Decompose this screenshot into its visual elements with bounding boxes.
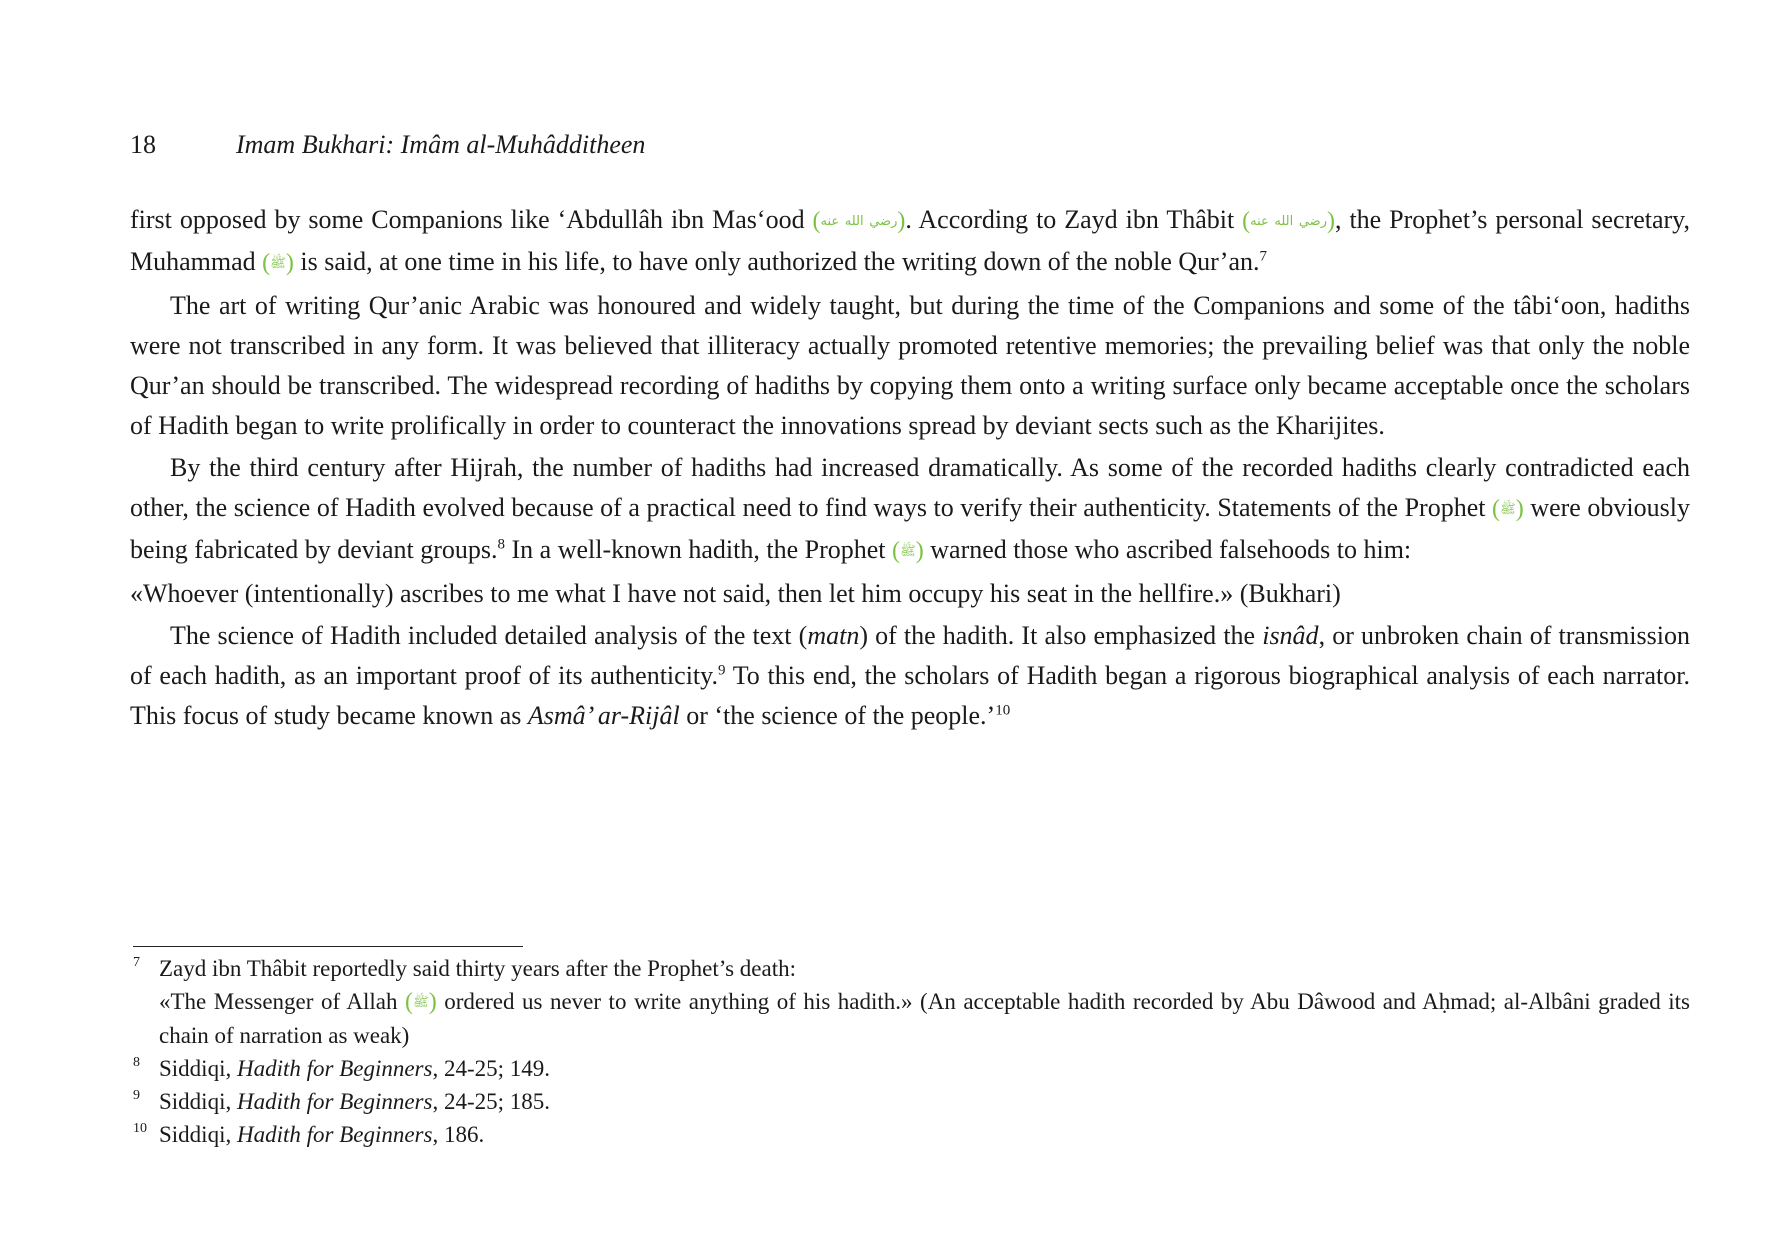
text-run: In a well-known hadith, the Prophet <box>505 535 893 564</box>
honorific-saw-icon: (ﷺ) <box>262 250 294 276</box>
text-run: Zayd ibn Thâbit reportedly said thirty years after the Prophet’s death: <box>159 956 797 981</box>
text-run: , 24-25; 149. <box>432 1056 551 1081</box>
footnote <box>133 1085 1690 1118</box>
honorific-saw-icon: (ﷺ) <box>404 989 437 1015</box>
text-run: Siddiqi, <box>159 1056 237 1081</box>
text-run: were obviously being fabricated by deviant groups. <box>130 493 1690 564</box>
text-run: Siddiqi, <box>159 1122 237 1147</box>
text-run: To this end, the scholars of Hadith began a rigorous biographical analysis of each narrator. This focus of study became known as <box>130 661 1690 730</box>
text-run: By the third century after Hijrah, the number of hadiths had increased dramatically. As some of the recorded hadiths clearly contradicted each other, the science of Hadith evolved because of a practical need to find ways to verify their authenticity. Statements of the Prophet <box>130 453 1690 522</box>
italic-term: Hadith for Beginners <box>236 1089 433 1114</box>
text-run: Siddiqi, <box>159 1089 237 1114</box>
footnote-reference: 7 <box>1259 248 1268 265</box>
honorific-saw-icon: (ﷺ) <box>892 538 924 564</box>
text-run: The art of writing Qur’anic Arabic was honoured and widely taught, but during the time of the Companions and some of the tâbi‘oon, hadiths were not transcribed in any form. It was believed that illiteracy actually promoted retentive memories; the prevailing belief was that only the noble Qur’an should be transcribed. The widespread recording of hadiths by copying them onto a writing surface only became acceptable once the scholars of Hadith began to write prolifically in order to counteract the innovations spread by deviant sects such as the Kharijites. <box>130 291 1690 440</box>
footnote-reference: 9 <box>717 662 726 679</box>
text-run: «Whoever (intentionally) ascribes to me what I have not said, then let him occupy his seat in the hellfire.» (Bukhari) <box>130 579 1341 608</box>
honorific-arabic: ﷺ <box>270 256 286 271</box>
footnote-number: 8 <box>133 1055 140 1070</box>
paragraph <box>130 286 1690 446</box>
text-run: or ‘the science of the people.’ <box>679 701 996 730</box>
honorific-ra-icon: (رضي الله عنه) <box>812 208 906 234</box>
footnote-number: 7 <box>133 955 140 970</box>
running-title: Imam Bukhari: Imâm al-Muhâdditheen <box>236 130 646 159</box>
honorific-saw-icon: (ﷺ) <box>1492 496 1524 522</box>
honorific-ra-icon: (رضي الله عنه) <box>1242 208 1335 234</box>
page-number: 18 <box>130 130 156 159</box>
text-run: ) of the hadith. It also emphasized the <box>859 621 1263 650</box>
footnote-number: 10 <box>133 1121 147 1136</box>
footnote-divider <box>133 946 523 947</box>
italic-term: Asmâ’ ar-Rijâl <box>527 701 680 730</box>
footnote <box>133 952 1690 1052</box>
honorific-arabic: ﷺ <box>412 995 429 1010</box>
text-run: is said, at one time in his life, to have only authorized the writing down of the noble Qur’an. <box>293 247 1260 276</box>
text-run: , 186. <box>432 1122 485 1147</box>
footnote <box>133 1052 1690 1085</box>
honorific-arabic: ﷺ <box>900 544 916 559</box>
text-run: «The Messenger of Allah <box>159 989 405 1014</box>
paragraph <box>130 200 1690 284</box>
text-run: , the Prophet’s personal secretary, Muhammad <box>130 205 1690 276</box>
paragraph <box>130 616 1690 736</box>
text-run: , 24-25; 185. <box>432 1089 551 1114</box>
italic-term: isnâd <box>1262 621 1319 650</box>
footnote <box>133 1118 1690 1151</box>
footnote-reference: 10 <box>995 702 1011 719</box>
text-run: . According to Zayd ibn Thâbit <box>905 205 1243 234</box>
text-run: The science of Hadith included detailed analysis of the text ( <box>170 621 808 650</box>
text-run: ordered us never to write anything of his hadith.» (An acceptable hadith recorded by Abu Dâwood and Aḥmad; al-Albâni graded its chain of narration as weak) <box>159 989 1691 1048</box>
body-text <box>130 200 1690 738</box>
honorific-arabic: رضي الله عنه <box>820 214 898 229</box>
italic-term: matn <box>807 621 860 650</box>
honorific-arabic: رضي الله عنه <box>1250 214 1327 229</box>
paragraph <box>130 448 1690 572</box>
text-run: warned those who ascribed falsehoods to him: <box>923 535 1412 564</box>
running-header <box>130 130 645 160</box>
footnotes <box>133 952 1690 1151</box>
text-run: , or unbroken chain of transmission of each hadith, as an important proof of its authenticity. <box>130 621 1690 690</box>
honorific-arabic: ﷺ <box>1500 502 1516 517</box>
italic-term: Hadith for Beginners <box>236 1056 433 1081</box>
footnote-reference: 8 <box>497 536 505 553</box>
italic-term: Hadith for Beginners <box>236 1122 433 1147</box>
paragraph <box>130 574 1690 614</box>
text-run: first opposed by some Companions like ‘Abdullâh ibn Mas‘ood <box>130 205 813 234</box>
footnote-number: 9 <box>133 1088 140 1103</box>
